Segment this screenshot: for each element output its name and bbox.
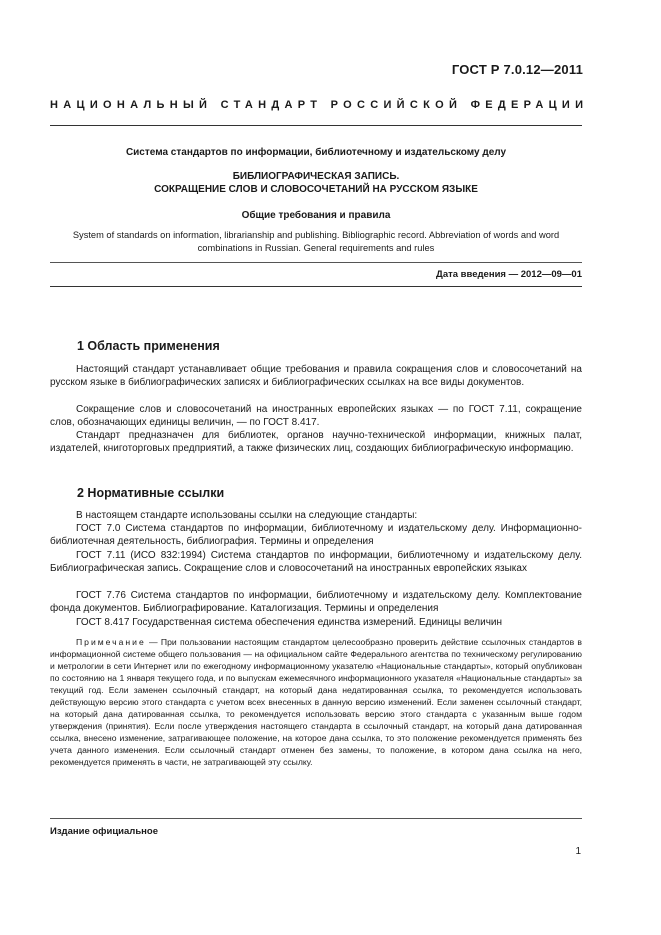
top-divider bbox=[50, 125, 582, 126]
date-divider bbox=[50, 286, 582, 287]
official-edition-label: Издание официальное bbox=[50, 826, 158, 837]
reference-gost-7-76: ГОСТ 7.76 Система стандартов по информации, библиотечному и издательскому делу. Комплектование фонда документов. Библиографирование. Каталогизация. Термины и определения bbox=[50, 590, 582, 615]
document-code: ГОСТ Р 7.0.12—2011 bbox=[451, 62, 583, 77]
footer-divider bbox=[50, 818, 582, 819]
reference-gost-7-11: ГОСТ 7.11 (ИСО 832:1994) Система стандартов по информации, библиотечному и издательскому делу. Библиографическая запись. Сокращение слов и словосочетаний на иностранных европейских языках bbox=[50, 550, 582, 575]
english-title bbox=[56, 229, 576, 255]
title-line-2: СОКРАЩЕНИЕ СЛОВ И СЛОВОСОЧЕТАНИЙ НА РУССКОМ ЯЗЫКЕ bbox=[154, 184, 478, 195]
national-standard-heading: НАЦИОНАЛЬНЫЙ СТАНДАРТ РОССИЙСКОЙ ФЕДЕРАЦИИ bbox=[50, 99, 589, 111]
note-text: — При пользовании настоящим стандартом целесообразно проверить действие ссылочных стандартов в информационной системе общего пользования — на официальном сайте Федерального агентства по техническому регулированию и метрологии в сети Интернет или по ежегодному информационному указателю «Национальные стандарты», который опубликован по состоянию на 1 января текущего года, и по выпускам ежемесячного информационного указателя «Национальные стандарты» за текущий год. Если заменен ссылочный стандарт, на который дана недатированная ссылка, то рекомендуется использовать действующую версию этого стандарта с учетом всех внесенных в данную версию изменений. Если заменен ссылочный стандарт, на который дана датированная ссылка, то рекомендуется использовать версию этого стандарта с указанным выше годом утверждения (принятия). Если после утверждения настоящего стандарта в ссылочный стандарт, на который дана датированная ссылка, внесено изменение, затрагивающее положение, на которое дана ссылка, то это положение рекомендуется применять без учета данного изменения. Если ссылочный стандарт отменен без замены, то положение, в котором дана ссылка на него, рекомендуется применять в части, не затрагивающей эту ссылку. bbox=[50, 637, 582, 767]
title-line-1: БИБЛИОГРАФИЧЕСКАЯ ЗАПИСЬ. bbox=[232, 171, 400, 182]
reference-gost-8-417: ГОСТ 8.417 Государственная система обеспечения единства измерений. Единицы величин bbox=[76, 617, 503, 628]
standards-series: Система стандартов по информации, библиотечному и издательскому делу bbox=[125, 147, 507, 158]
title-divider bbox=[50, 262, 582, 263]
note-label: Примечание bbox=[76, 637, 146, 647]
section-1-paragraph-3: Стандарт предназначен для библиотек, органов научно-технической информации, книжных палат, издателей, книготорговых предприятий, а также физических лиц, создающих библиографическую информацию. bbox=[50, 430, 582, 455]
section-1-paragraph-1: Настоящий стандарт устанавливает общие требования и правила сокращения слов и словосочетаний на русском языке в библиографических записях и библиографических ссылках на все виды документов. bbox=[50, 364, 582, 389]
document-subtitle: Общие требования и правила bbox=[241, 210, 391, 221]
reference-gost-7-0: ГОСТ 7.0 Система стандартов по информации, библиотечному и издательскому делу. Информационно-библиотечная деятельность, библиография. Термины и определения bbox=[50, 523, 582, 548]
section-1-paragraph-2: Сокращение слов и словосочетаний на иностранных европейских языках — по ГОСТ 7.11, сокращение слов, обозначающих единицы величин, — по ГОСТ 8.417. bbox=[50, 404, 582, 429]
english-title-line-1: System of standards on information, librarianship and publishing. Bibliographic record. Abbreviation of words and word bbox=[72, 230, 560, 240]
introduction-date: Дата введения — 2012—09—01 bbox=[436, 269, 582, 280]
document-title bbox=[50, 170, 582, 196]
page-number: 1 bbox=[575, 846, 581, 857]
section-2-heading: 2 Нормативные ссылки bbox=[77, 486, 225, 500]
section-1-heading: 1 Область применения bbox=[77, 339, 220, 353]
english-title-line-2: combinations in Russian. General requirements and rules bbox=[197, 243, 435, 253]
note-paragraph bbox=[50, 636, 582, 768]
section-2-intro: В настоящем стандарте использованы ссылки на следующие стандарты: bbox=[76, 510, 418, 521]
